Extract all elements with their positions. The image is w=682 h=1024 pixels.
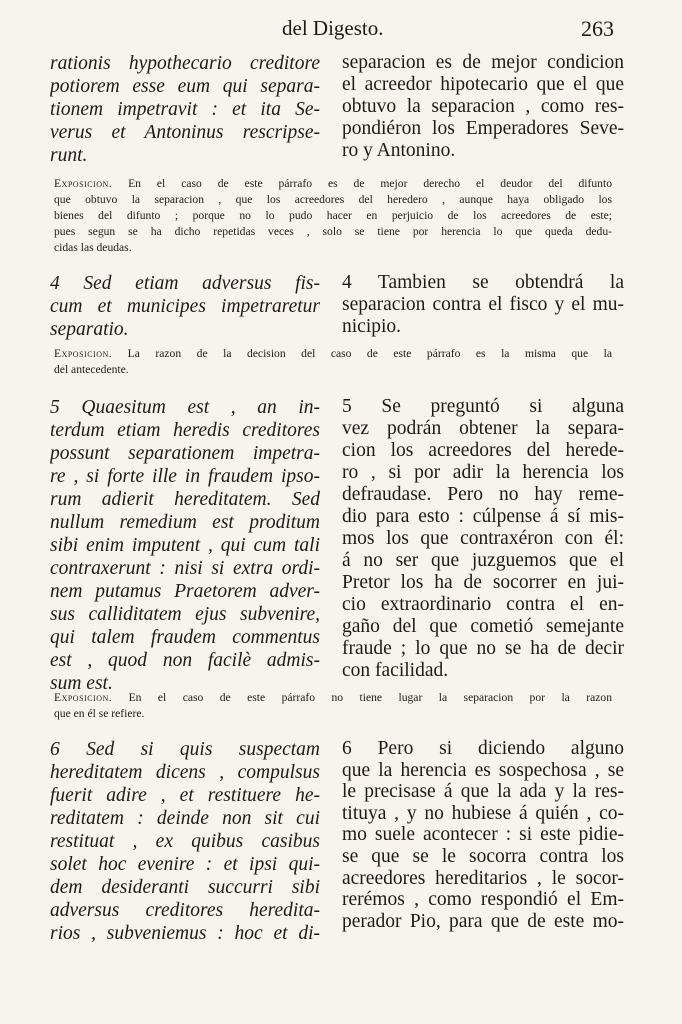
- latin-line: verus et Antoninus rescripse-: [50, 122, 320, 143]
- latin-line: nullum remedium est proditum: [50, 512, 320, 533]
- latin-line: restituat , ex quibus casibus: [50, 831, 320, 852]
- latin-line: possunt separationem impetra-: [50, 443, 320, 464]
- exposicion-line: pues segun se ha dicho repetidas veces , solo se tiene por herencia lo que queda dedu-: [54, 225, 612, 238]
- spanish-line: el acreedor hipotecario que el que: [342, 74, 624, 95]
- latin-column: [50, 738, 320, 945]
- running-header: [0, 14, 682, 50]
- spanish-line: vez podrán obtener la separa-: [342, 418, 624, 439]
- spanish-line: dio para esto : cúlpense á sí mis-: [342, 506, 624, 527]
- latin-line: qui talem fraudem commentus: [50, 627, 320, 648]
- exposicion-line: que en él se refiere.: [54, 707, 145, 720]
- spanish-line: le precisase á que la ada y la res-: [342, 781, 624, 803]
- latin-line: terdum etiam heredis creditores: [50, 420, 320, 441]
- exposicion-note: [54, 690, 612, 722]
- latin-line: fuerit adire , et restituere he-: [50, 785, 320, 806]
- exposicion-line: cidas las deudas.: [54, 241, 132, 254]
- latin-line: contraxerunt : nisi si extra ordi-: [50, 558, 320, 579]
- spanish-line: pondiéron los Emperadores Seve-: [342, 118, 624, 139]
- latin-line: sibi enim imputent , qui cum tali: [50, 535, 320, 556]
- exposicion-label: Exposicion.: [54, 691, 113, 704]
- spanish-line: 6 Pero si diciendo alguno: [342, 738, 624, 759]
- spanish-line: defraudase. Pero no hay reme-: [342, 484, 624, 505]
- spanish-line: acreedores hereditarios , le socor-: [342, 867, 624, 889]
- exposicion-line: del antecedente.: [54, 363, 129, 376]
- exposicion-note: [54, 346, 612, 378]
- latin-line: sus calliditatem ejus subvenire,: [50, 604, 320, 625]
- spanish-line: que la herencia es sospechosa , se: [342, 759, 624, 781]
- spanish-line: cio extraordinario contra el en-: [342, 594, 624, 615]
- spanish-line: separacion contra el fisco y el mu-: [342, 294, 624, 315]
- latin-line: nem putamus Praetorem adver-: [50, 581, 320, 602]
- spanish-line: mos los que contraxéron con él:: [342, 528, 624, 549]
- latin-line: reditatem : deinde non sit cui: [50, 808, 320, 829]
- latin-line: tionem impetravit : et ita Se-: [50, 99, 320, 120]
- latin-line: adversus creditores heredita-: [50, 900, 320, 921]
- latin-column: [50, 52, 320, 167]
- latin-line: est , quod non facilè admis-: [50, 650, 320, 671]
- spanish-line: 4 Tambien se obtendrá la: [342, 272, 624, 293]
- spanish-line: nicipio.: [342, 316, 402, 337]
- spanish-column: [342, 272, 624, 338]
- spanish-line: fraude ; lo que no se ha de decir: [342, 638, 624, 659]
- exposicion-label: Exposicion.: [54, 177, 113, 190]
- spanish-line: mo suele acontecer : si este pidie-: [342, 824, 624, 846]
- exposicion-label: Exposicion.: [54, 347, 113, 360]
- latin-line: dem desideranti succurri sibi: [50, 877, 320, 898]
- exposicion-line: Exposicion. En el caso de este párrafo no tiene lugar la separacion por la razon: [54, 691, 612, 704]
- latin-line: 5 Quaesitum est , an in-: [50, 397, 320, 418]
- spanish-line: rerémos , como respondió el Em-: [342, 889, 624, 911]
- page-number: 263: [581, 16, 614, 41]
- exposicion-note: [54, 176, 612, 256]
- latin-line: rum adierit hereditatem. Sed: [50, 489, 320, 510]
- spanish-line: cion los acreedores del herede-: [342, 440, 624, 461]
- exposicion-line: que obtuvo la separacion , que los acreedores del heredero , aunque haya obligado los: [54, 193, 612, 206]
- spanish-line: 5 Se preguntó si alguna: [342, 396, 624, 417]
- latin-line: cum et municipes impetraretur: [50, 296, 320, 317]
- running-title: del Digesto.: [282, 16, 384, 40]
- exposicion-line: Exposicion. La razon de la decision del caso de este párrafo es la misma que la: [54, 347, 612, 360]
- spanish-line: á no ser que juzguemos que el: [342, 550, 624, 571]
- latin-line: hereditatem dicens , compulsus: [50, 762, 320, 783]
- spanish-line: con facilidad.: [342, 660, 449, 681]
- latin-column: [50, 396, 320, 695]
- exposicion-line: Exposicion. En el caso de este párrafo es de mejor derecho el deudor del difunto: [54, 177, 612, 190]
- latin-line: rationis hypothecario creditore: [50, 53, 320, 74]
- latin-line: separatio.: [50, 319, 129, 340]
- spanish-line: tituya , y no hubiese á quién , co-: [342, 802, 624, 824]
- spanish-column: [342, 52, 624, 162]
- latin-line: potiorem esse eum qui separa-: [50, 76, 320, 97]
- latin-line: re , si forte ille in fraudem ipso-: [50, 466, 320, 487]
- spanish-line: ro , si por adir la herencia los: [342, 462, 624, 483]
- latin-column: [50, 272, 320, 341]
- latin-line: 6 Sed si quis suspectam: [50, 739, 320, 760]
- spanish-line: obtuvo la separacion , como res-: [342, 96, 624, 117]
- latin-line: runt.: [50, 145, 88, 166]
- latin-line: 4 Sed etiam adversus fis-: [50, 273, 320, 294]
- spanish-line: Pretor los ha de socorrer en jui-: [342, 572, 624, 593]
- spanish-line: perador Pio, para que de este mo-: [342, 910, 624, 932]
- spanish-line: gaño del que cometió semejante: [342, 616, 624, 637]
- exposicion-line: bienes del difunto ; porque no lo pudo hacer en perjuicio de los acreedores de este;: [54, 209, 612, 222]
- spanish-line: se que se le socorra contra los: [342, 845, 624, 867]
- spanish-column: [342, 396, 624, 682]
- latin-line: solet hoc evenire : et ipsi qui-: [50, 854, 320, 875]
- spanish-line: ro y Antonino.: [342, 140, 456, 161]
- spanish-column: [342, 738, 624, 932]
- latin-line: rios , subveniemus : hoc et di-: [50, 923, 320, 944]
- latin-line: sum est.: [50, 673, 113, 694]
- spanish-line: separacion es de mejor condicion: [342, 52, 624, 73]
